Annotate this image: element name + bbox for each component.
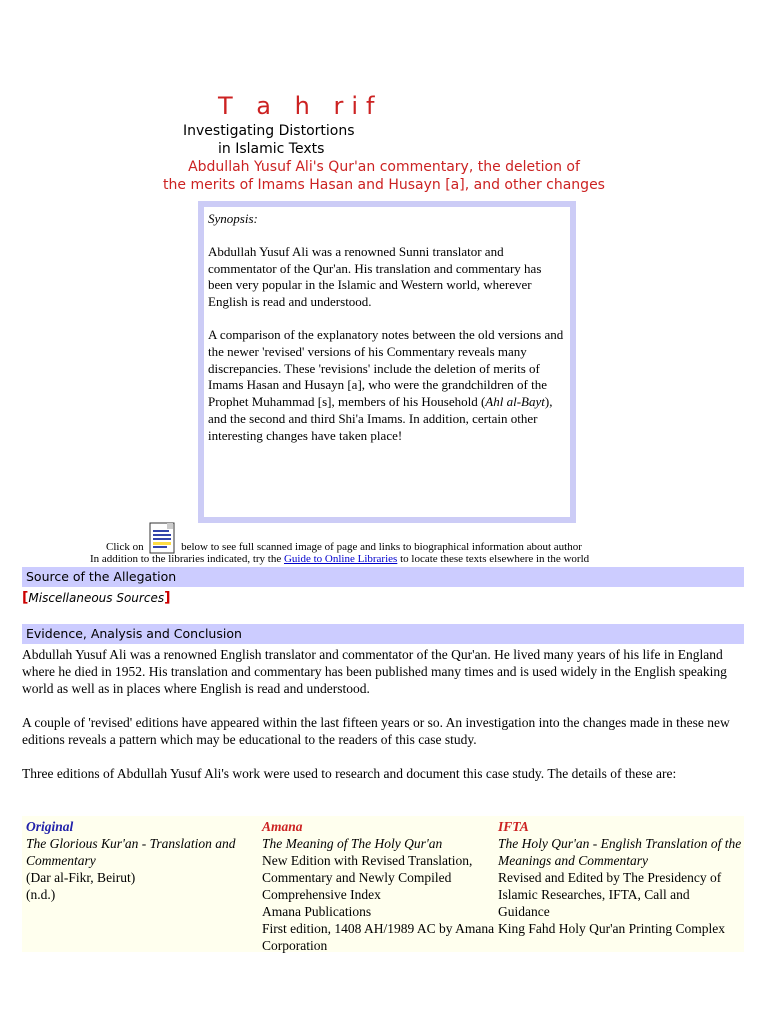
scan-instructions <box>0 522 768 554</box>
bracket-close: ] <box>164 590 171 606</box>
synopsis-text: A comparison of the explanatory notes between the old versions and the newer 'revised' versions of his Commentary reveals many discrepancies. These 'revisions' include the deletion of merits of Imams Hasan and Husayn [a], who were the grandchildren of the Prophet Muhammad [s], members of his Household ( <box>208 326 564 410</box>
edition-detail: (Dar al-Fikr, Beirut) <box>26 870 136 885</box>
subtitle-line-2: in Islamic Texts <box>218 141 325 157</box>
guide-to-online-libraries-link[interactable]: Guide to Online Libraries <box>283 553 398 565</box>
bracket-open: [ <box>22 590 29 606</box>
edition-heading: Original <box>26 819 74 834</box>
scan-instructions-prefix: Click on <box>106 541 144 553</box>
synopsis-emphasis: Ahl al-Bayt <box>485 394 545 410</box>
subtitle-line-1: Investigating Distortions <box>183 123 355 139</box>
edition-detail: King Fahd Holy Qur'an Printing Complex <box>498 921 726 936</box>
edition-title: The Holy Qur'an - English Translation of the Meanings and Commentary <box>498 836 742 868</box>
edition-heading: Amana <box>262 819 303 834</box>
library-note-prefix: In addition to the libraries indicated, try the <box>90 553 282 565</box>
edition-title: The Glorious Kur'an - Translation and Commentary <box>26 836 236 868</box>
body-paragraph-3: Three editions of Abdullah Yusuf Ali's work were used to research and document this case study. The details of these are: <box>22 766 677 781</box>
source-section-header: Source of the Allegation <box>22 567 744 587</box>
evidence-section-header: Evidence, Analysis and Conclusion <box>22 624 744 644</box>
edition-detail: New Edition with Revised Translation, Commentary and Newly Compiled Comprehensive Index <box>262 853 473 902</box>
synopsis-paragraph-1: Abdullah Yusuf Ali was a renowned Sunni translator and commentator of the Qur'an. His translation and commentary has been very popular in the Islamic and Western world, wherever English is read and understood. <box>208 243 542 310</box>
edition-detail: Amana Publications <box>262 904 372 919</box>
synopsis-paragraph-2 <box>208 327 567 445</box>
edition-heading: IFTA <box>498 819 529 834</box>
topic-line-1: Abdullah Yusuf Ali's Qur'an commentary, the deletion of <box>188 159 580 175</box>
edition-title: The Meaning of The Holy Qur'an <box>262 836 443 851</box>
scan-instructions-suffix: below to see full scanned image of page and links to biographical information about author <box>181 541 582 553</box>
topic-line-2: the merits of Imams Hasan and Husayn [a], and other changes <box>163 177 605 193</box>
edition-original <box>26 818 256 903</box>
synopsis-box <box>198 201 576 523</box>
edition-amana <box>262 818 498 954</box>
edition-ifta <box>498 818 744 937</box>
edition-detail: First edition, 1408 AH/1989 AC by Amana Corporation <box>262 921 495 953</box>
body-paragraph-1: Abdullah Yusuf Ali was a renowned English translator and commentator of the Qur'an. He lived many years of his life in England where he died in 1952. His translation and commentary has been published many times and is used widely in the English speaking world as well as in places where English is read and understood. <box>22 647 727 696</box>
library-note-suffix: to locate these texts elsewhere in the world <box>400 553 590 565</box>
source-list <box>22 590 171 606</box>
miscellaneous-sources-link[interactable]: Miscellaneous Sources <box>28 591 165 605</box>
library-note <box>0 552 768 566</box>
edition-detail: (n.d.) <box>26 887 56 902</box>
body-paragraph-2: A couple of 'revised' editions have appeared within the last fifteen years or so. An investigation into the changes made in these new editions reveals a pattern which may be educational to the readers of this case study. <box>22 715 730 747</box>
synopsis-text: ), and the second and third Shi'a Imams. In addition, certain other interesting changes have taken place! <box>208 394 553 443</box>
edition-detail: Revised and Edited by The Presidency of Islamic Researches, IFTA, Call and Guidance <box>498 870 722 919</box>
page-title: T a h rif <box>218 92 383 120</box>
document-icon[interactable] <box>149 522 175 554</box>
editions-table <box>22 816 744 952</box>
synopsis-label: Synopsis: <box>208 211 258 226</box>
